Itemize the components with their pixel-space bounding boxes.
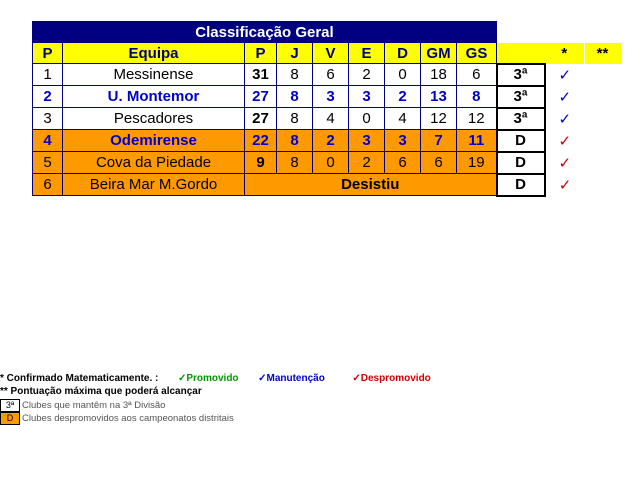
table-row: 4 Odemirense 22 8 2 3 3 7 11 D ✓: [33, 130, 621, 152]
table-row: 6 Beira Mar M.Gordo Desistiu D ✓: [33, 174, 621, 196]
legend-relegation-row: D Clubes despromovidos aos campeonatos distritais: [0, 412, 234, 425]
legend-max-points: ** Pontuação máxima que poderá alcançar: [0, 386, 202, 397]
division-badge: D: [497, 130, 545, 152]
table-row: 3 Pescadores 27 8 4 0 4 12 12 3ª ✓: [33, 108, 621, 130]
check-icon: ✓: [558, 66, 572, 84]
check-icon: ✓: [558, 154, 572, 172]
legend-division-badge: 3ª: [0, 399, 20, 412]
team-name: Messinense: [63, 64, 245, 86]
table-title: Classificação Geral: [33, 22, 497, 43]
legend-confirmed: * Confirmado Matematicamente. : ✓Promovido ✓Manutenção ✓Despromovido: [0, 373, 431, 384]
header-points: P: [245, 43, 277, 64]
legend-promoted: ✓Promovido: [177, 373, 239, 384]
division-badge: 3ª: [497, 86, 545, 108]
check-icon: ✓: [558, 88, 572, 106]
table-row: 5 Cova da Piedade 9 8 0 2 6 6 19 D ✓: [33, 152, 621, 174]
check-icon: ✓: [558, 110, 572, 128]
header-star: *: [545, 43, 585, 64]
standings-table: [32, 21, 621, 197]
division-badge: 3ª: [497, 108, 545, 130]
check-icon: ✓: [558, 176, 572, 194]
header-goals-for: GM: [421, 43, 457, 64]
division-badge: D: [497, 174, 545, 196]
header-pos: P: [33, 43, 63, 64]
withdrawn-label: Desistiu: [245, 174, 497, 196]
team-name: Odemirense: [63, 130, 245, 152]
division-badge: 3ª: [497, 64, 545, 86]
header-double-star: **: [585, 43, 621, 64]
header-games: J: [277, 43, 313, 64]
team-name: U. Montemor: [63, 86, 245, 108]
division-badge: D: [497, 152, 545, 174]
legend-relegation-badge: D: [0, 412, 20, 425]
header-goals-against: GS: [457, 43, 497, 64]
table-row: 1 Messinense 31 8 6 2 0 18 6 3ª ✓: [33, 64, 621, 86]
legend-maintained: ✓Manutenção: [258, 373, 325, 384]
legend-division-row: 3ª Clubes que mantêm na 3ª Divisão: [0, 399, 165, 412]
team-name: Cova da Piedade: [63, 152, 245, 174]
header-draws: E: [349, 43, 385, 64]
header-losses: D: [385, 43, 421, 64]
header-wins: V: [313, 43, 349, 64]
team-name: Beira Mar M.Gordo: [63, 174, 245, 196]
table-row: 2 U. Montemor 27 8 3 3 2 13 8 3ª ✓: [33, 86, 621, 108]
legend-relegated: ✓Despromovido: [352, 373, 431, 384]
check-icon: ✓: [558, 132, 572, 150]
team-name: Pescadores: [63, 108, 245, 130]
header-team: Equipa: [63, 43, 245, 64]
